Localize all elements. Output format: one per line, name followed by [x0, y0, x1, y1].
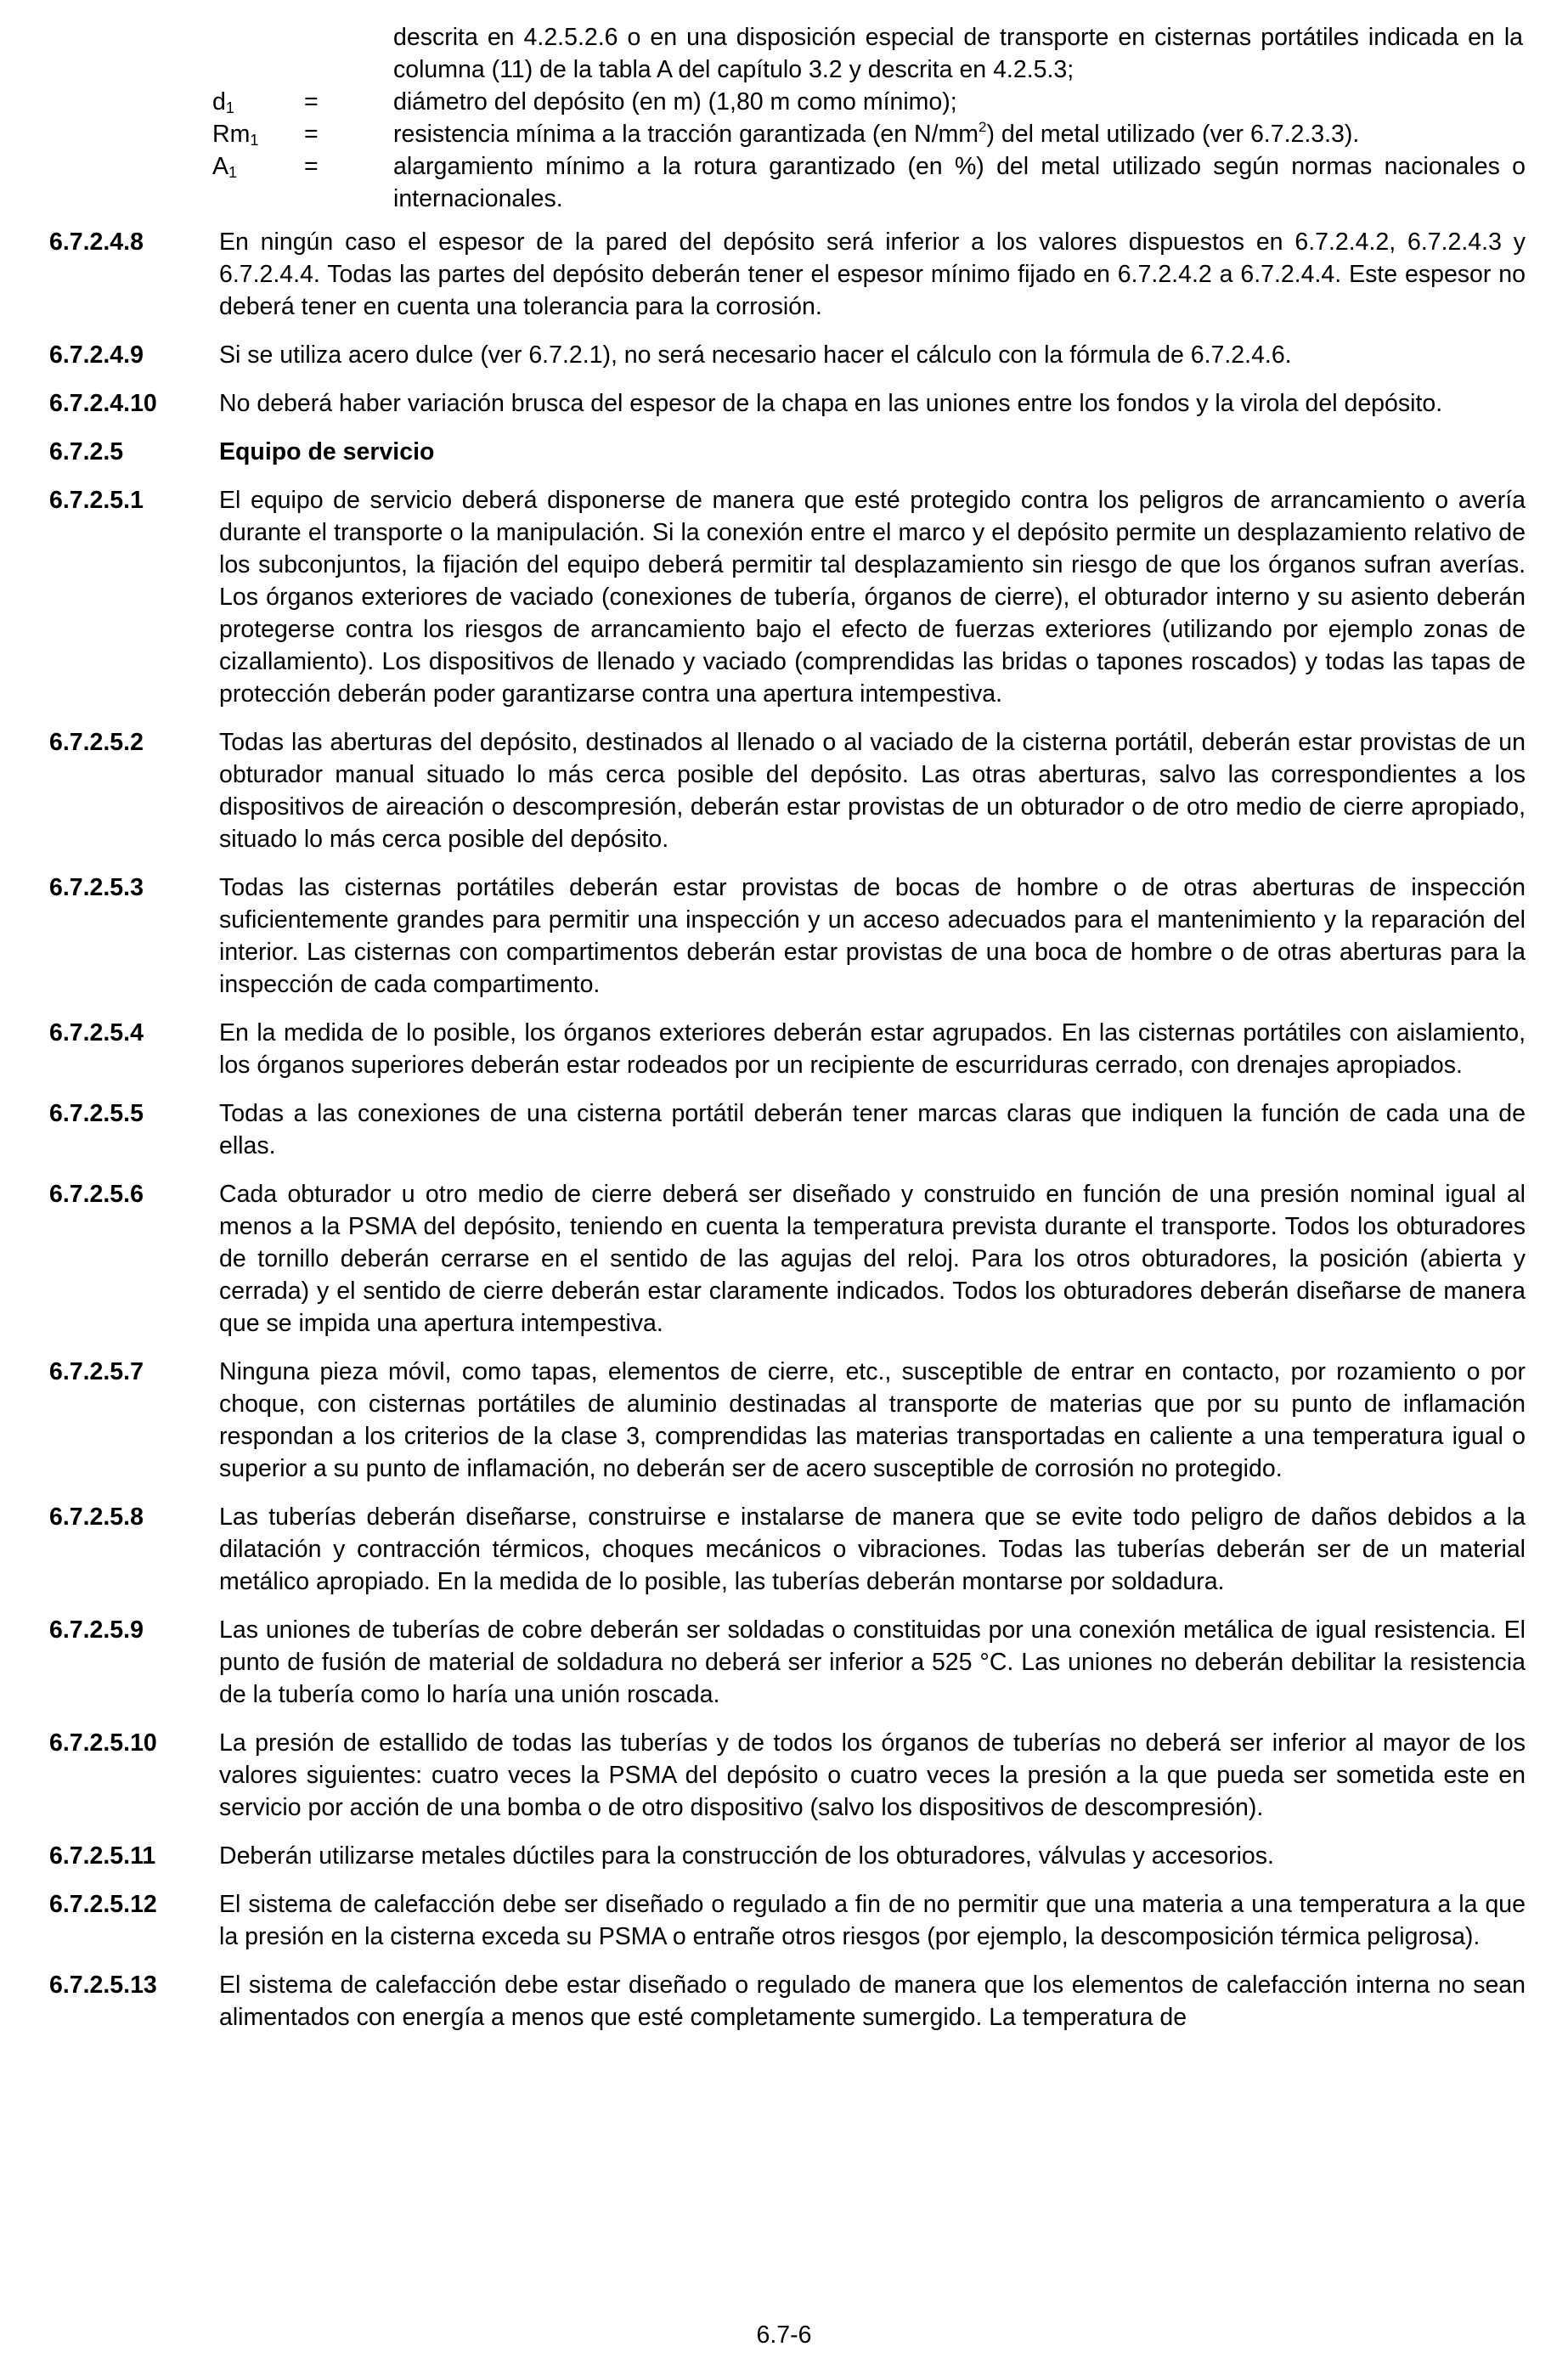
paragraph-number: 6.7.2.5.4 [49, 1019, 144, 1046]
definition-a1 [212, 150, 1526, 215]
paragraph-text: Las tuberías deberán diseñarse, construirse e instalarse de manera que se evite todo peligro de daños debidos a la dilatación y contracción térmicos, choques mecánicos o vibraciones. Todas las tuberías deberán ser de un material metálico apropiado. En la medida de lo posible, las tuberías deberán montarse por soldadura. [219, 1503, 1526, 1595]
definition-text: diámetro del depósito (en m) (1,80 m como mínimo); [393, 88, 957, 116]
paragraph-text: Las uniones de tuberías de cobre deberán ser soldadas o constituidas por una conexión metálica de igual resistencia. El punto de fusión de material de soldadura no deberá ser inferior a 525 °C. Las uniones no deberán debilitar la resistencia de la tubería como lo haría una unión roscada. [219, 1616, 1526, 1708]
section-heading [49, 436, 1526, 468]
numbered-paragraph [49, 226, 1526, 323]
paragraph-number: 6.7.2.5.10 [49, 1729, 157, 1757]
definition-rm1 [212, 118, 1526, 150]
numbered-paragraph [49, 1178, 1526, 1340]
numbered-paragraph [49, 872, 1526, 1001]
numbered-paragraph [49, 484, 1526, 710]
paragraph-number: 6.7.2.5.5 [49, 1100, 144, 1127]
paragraph-text: Todas a las conexiones de una cisterna portátil deberán tener marcas claras que indiquen la función de cada una de ellas. [219, 1100, 1526, 1159]
paragraph-text: El equipo de servicio deberá disponerse de manera que esté protegido contra los peligros de arrancamiento o avería durante el transporte o la manipulación. Si la conexión entre el marco y el depósito permite un desplazamiento relativo de los subconjuntos, la fijación del equipo deberá permitir tal desplazamiento sin riesgo de que los órganos sufran averías. Los órganos exteriores de vaciado (conexiones de tubería, órganos de cierre), el obturador interno y su asiento deberán protegerse contra los riesgos de arrancamiento bajo el efecto de fuerzas exteriores (utilizando por ejemplo zonas de cizallamiento). Los dispositivos de llenado y vaciado (comprendidas las bridas o tapones roscados) y todas las tapas de protección deberán poder garantizarse contra una apertura intempestiva. [219, 487, 1526, 708]
numbered-paragraph [49, 387, 1526, 420]
paragraph-number: 6.7.2.5.11 [49, 1842, 156, 1870]
definitions-list [212, 86, 1526, 215]
paragraph-text: La presión de estallido de todas las tuberías y de todos los órganos de tuberías no deberá ser inferior al mayor de los valores siguientes: cuatro veces la PSMA del depósito o cuatro veces la presión a la que pueda ser sometida este en servicio por acción de una bomba o de otro dispositivo (salvo los dispositivos de descompresión). [219, 1729, 1526, 1821]
paragraph-number: 6.7.2.5.9 [49, 1616, 144, 1644]
paragraph-text: El sistema de calefacción debe ser diseñado o regulado a fin de no permitir que una materia a una temperatura a la que la presión en la cisterna exceda su PSMA o entrañe otros riesgos (por ejemplo, la descomposición térmica peligrosa). [219, 1891, 1526, 1950]
numbered-paragraph [49, 1614, 1526, 1711]
paragraph-number: 6.7.2.4.10 [49, 390, 157, 417]
continuation-text: descrita en 4.2.5.2.6 o en una disposición especial de transporte en cisternas portátiles indicada en la columna (11) de la tabla A del capítulo 3.2 y descrita en 4.2.5.3; [393, 24, 1523, 83]
paragraph-number: 6.7.2.5.13 [49, 1972, 157, 1999]
definition-symbol: $d_1$ [212, 88, 234, 116]
definition-symbol: $Rm_1$ [212, 121, 259, 149]
numbered-paragraph [49, 1727, 1526, 1824]
paragraph-text: No deberá haber variación brusca del espesor de la chapa en las uniones entre los fondos y la virola del depósito. [219, 390, 1443, 417]
paragraph-text: Si se utiliza acero dulce (ver 6.7.2.1), no será necesario hacer el cálculo con la fórmula de 6.7.2.4.6. [219, 341, 1292, 369]
paragraph-text: El sistema de calefacción debe estar diseñado o regulado de manera que los elementos de calefacción interna no sean alimentados con energía a menos que esté completamente sumergido. La temperatura de [219, 1972, 1526, 2031]
definition-d1 [212, 86, 1526, 118]
equals-sign: = [304, 153, 319, 180]
numbered-paragraph [49, 1969, 1526, 2034]
paragraph-number: 6.7.2.5.2 [49, 729, 144, 756]
numbered-paragraph [49, 1840, 1526, 1872]
numbered-paragraph [49, 339, 1526, 371]
paragraph-text: Todas las cisternas portátiles deberán estar provistas de bocas de hombre o de otras aberturas de inspección suficientemente grandes para permitir una inspección y un acceso adecuados para el mantenimiento y la reparación del interior. Las cisternas con compartimentos deberán estar provistas de una boca de hombre o de otras aberturas para la inspección de cada compartimento. [219, 874, 1526, 998]
numbered-paragraph [49, 1356, 1526, 1485]
paragraph-text: En ningún caso el espesor de la pared del depósito será inferior a los valores dispuestos en 6.7.2.4.2, 6.7.2.4.3 y 6.7.2.4.4. Todas las partes del depósito deberán tener el espesor mínimo fijado en 6.7.2.4.2 a 6.7.2.4.4. Este espesor no deberá tener en cuenta una tolerancia para la corrosión. [219, 228, 1526, 320]
numbered-paragraph [49, 1097, 1526, 1162]
paragraph-list [49, 226, 1526, 2050]
definition-text: resistencia mínima a la tracción garantizada (en $N/mm^2$) del metal utilizado (ver 6.7.2.3.3). [393, 118, 1360, 148]
paragraph-number: 6.7.2.5.12 [49, 1891, 157, 1918]
definition-text: alargamiento mínimo a la rotura garantizado (en %) del metal utilizado según normas nacionales o internacionales. [393, 153, 1526, 212]
equals-sign: = [304, 121, 319, 148]
paragraph-text: Deberán utilizarse metales dúctiles para la construcción de los obturadores, válvulas y accesorios. [219, 1842, 1274, 1870]
paragraph-text: Cada obturador u otro medio de cierre deberá ser diseñado y construido en función de una presión nominal igual al menos a la PSMA del depósito, teniendo en cuenta la temperatura prevista durante el transporte. Todos los obturadores de tornillo deberán cerrarse en el sentido de las agujas del reloj. Para los otros obturadores, la posición (abierta y cerrada) y el sentido de cierre deberán estar claramente indicados. Todos los obturadores deberán diseñarse de manera que se impida una apertura intempestiva. [219, 1181, 1526, 1337]
section-heading-text: Equipo de servicio [219, 438, 435, 465]
paragraph-number: 6.7.2.5.7 [49, 1358, 144, 1385]
paragraph-text: Ninguna pieza móvil, como tapas, elementos de cierre, etc., susceptible de entrar en contacto, por rozamiento o por choque, con cisternas portátiles de aluminio destinadas al transporte de materias que por su punto de inflamación respondan a los criterios de la clase 3, comprendidas las materias transportadas en caliente a una temperatura igual o superior a su punto de inflamación, no deberán ser de acero susceptible de corrosión no protegido. [219, 1358, 1526, 1482]
paragraph-number: 6.7.2.4.9 [49, 341, 144, 369]
numbered-paragraph [49, 1501, 1526, 1598]
paragraph-text: Todas las aberturas del depósito, destinados al llenado o al vaciado de la cisterna portátil, deberán estar provistas de un obturador manual situado lo más cerca posible del depósito. Las otras aberturas, salvo las correspondientes a los dispositivos de aireación o descompresión, deberán estar provistas de un obturador o de otro medio de cierre apropiado, situado lo más cerca posible del depósito. [219, 729, 1526, 853]
definition-symbol: $A_1$ [212, 153, 238, 181]
page-number: 6.7-6 [756, 2321, 812, 2349]
equals-sign: = [304, 88, 319, 116]
numbered-paragraph [49, 726, 1526, 855]
paragraph-number: 6.7.2.5 [49, 438, 124, 465]
paragraph-text: En la medida de lo posible, los órganos exteriores deberán estar agrupados. En las cisternas portátiles con aislamiento, los órganos superiores deberán estar rodeados por un recipiente de escurriduras cerrado, con drenajes apropiados. [219, 1019, 1526, 1079]
numbered-paragraph [49, 1017, 1526, 1081]
paragraph-number: 6.7.2.4.8 [49, 228, 144, 256]
numbered-paragraph [49, 1888, 1526, 1953]
paragraph-number: 6.7.2.5.6 [49, 1181, 144, 1208]
paragraph-number: 6.7.2.5.1 [49, 487, 144, 514]
paragraph-number: 6.7.2.5.8 [49, 1503, 144, 1531]
paragraph-number: 6.7.2.5.3 [49, 874, 144, 901]
